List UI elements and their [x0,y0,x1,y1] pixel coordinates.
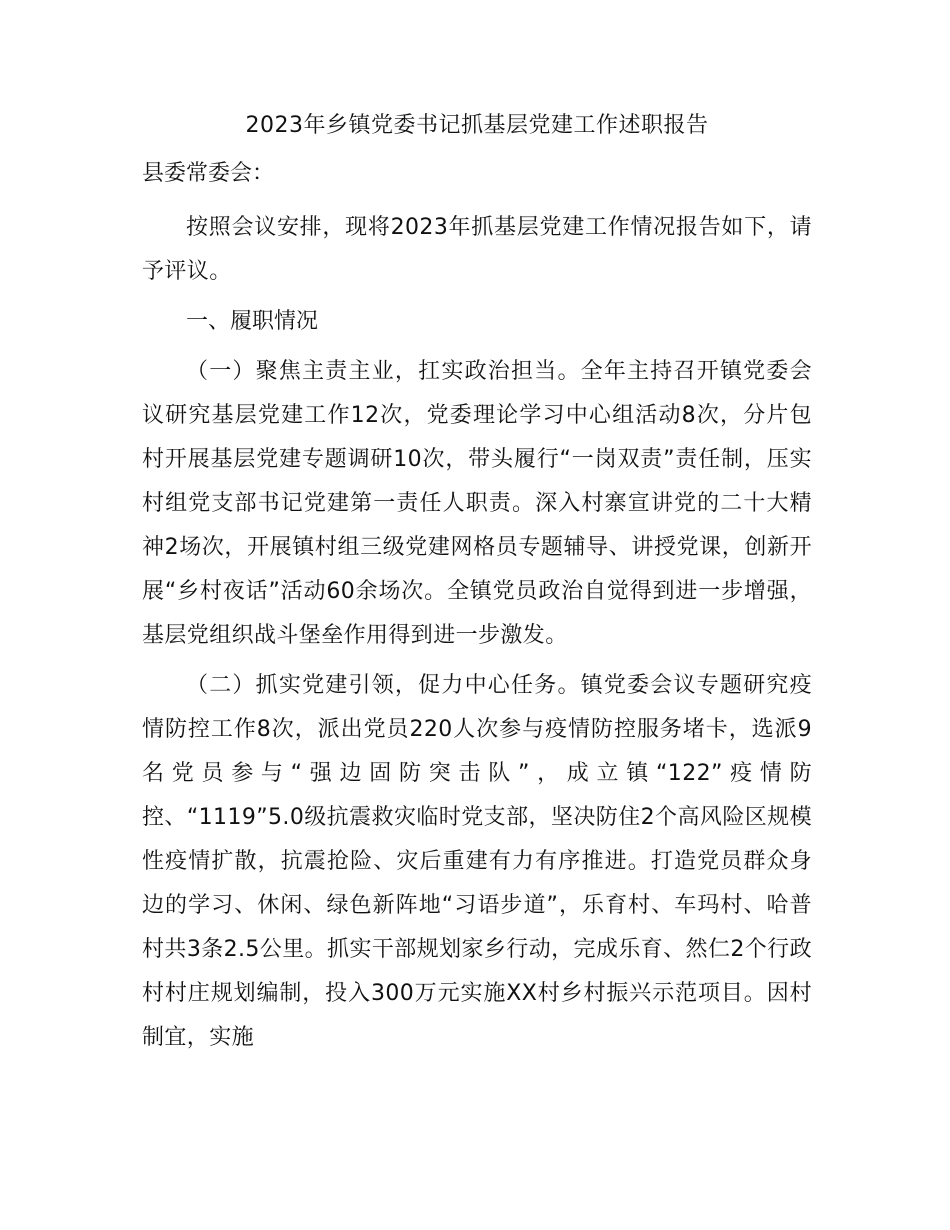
intro-paragraph: 按照会议安排，现将2023年抓基层党建工作情况报告如下，请予评议。 [142,215,812,284]
section-heading: 一、履职情况 [186,309,319,334]
document-page [142,108,812,1066]
document-title: 2023年乡镇党委书记抓基层党建工作述职报告 [245,113,709,138]
paragraph-2: （二）抓实党建引领，促力中心任务。镇党委会议专题研究疫情防控工作8次，派出党员220人次参与疫情防控服务堵卡，选派9名党员参与“强边固防突击队”，成立镇“122”疫情防控、“1119”5.0级抗震救灾临时党支部，坚决防住2个高风险区规模性疫情扩散，抗震抢险、灾后重建有力有序推进。打造党员群众身边的学习、休闲、绿色新阵地“习语步道”，乐育村、车玛村、哈普村共3条2.5公里。抓实干部规划家乡行动，完成乐育、然仁2个行政村村庄规划编制，投入300万元实施XX村乡村振兴示范项目。因村制宜，实施 [142,673,812,1050]
paragraph-1: （一）聚焦主责主业，扛实政治担当。全年主持召开镇党委会议研究基层党建工作12次，党委理论学习中心组活动8次，分片包村开展基层党建专题调研10次，带头履行“一岗双责”责任制，压实村组党支部书记党建第一责任人职责。深入村寨宣讲党的二十大精神2场次，开展镇村组三级党建网格员专题辅导、讲授党课，创新开展“乡村夜话”活动60余场次。全镇党员政治自觉得到进一步增强，基层党组织战斗堡垒作用得到进一步激发。 [142,359,812,648]
salutation: 县委常委会： [142,161,275,186]
